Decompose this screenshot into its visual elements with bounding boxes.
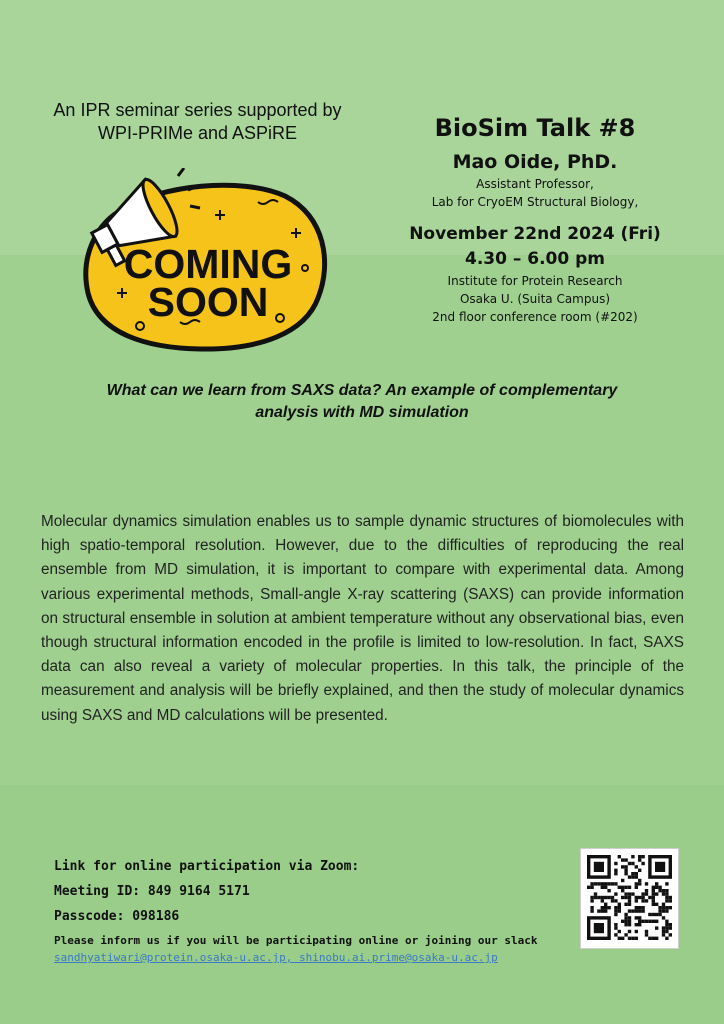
- series-header: [20, 99, 375, 145]
- zoom-label: Link for online participation via Zoom:: [54, 859, 360, 874]
- venue-line-3: 2nd floor conference room (#202): [432, 310, 638, 324]
- participation-note: Please inform us if you will be participating online or joining our slack: [54, 934, 538, 947]
- coming-soon-illustration: [80, 168, 330, 358]
- series-line-2: WPI-PRIMe and ASPiRE: [97, 123, 298, 143]
- talk-info: [380, 112, 690, 326]
- qr-code[interactable]: [580, 848, 679, 949]
- subject-line-2: analysis with MD simulation: [255, 404, 469, 421]
- talk-title: BioSim Talk #8: [434, 114, 636, 142]
- speaker-position: Assistant Professor,: [476, 177, 594, 191]
- subject-line-1: What can we learn from SAXS data? An example of complementary: [106, 382, 618, 399]
- meeting-id: Meeting ID: 849 9164 5171: [54, 884, 250, 899]
- talk-time: 4.30 – 6.00 pm: [464, 249, 606, 269]
- soon-text: SOON: [147, 279, 269, 325]
- email-link-1[interactable]: sandhyatiwari@protein.osaka-u.ac.jp: [54, 951, 286, 964]
- abstract-text: Molecular dynamics simulation enables us to sample dynamic structures of biomolecules with high spatio-temporal resolution. However, due to the difficulties of reproducing the real ensemble from MD simulation, it is important to compare with experimental data. Among various experimental methods, Small-angle X-ray scattering (SAXS) can provide information on structural ensemble in solution at ambient temperature without any observational bias, even though structural information encoded in the profile is limited to low-resolution. In fact, SAXS data can also reveal a variety of molecular properties. In this talk, the principle of the measurement and analysis will be briefly explained, and then the study of molecular dynamics using SAXS and MD calculations will be presented.: [41, 513, 684, 724]
- email-separator: ,: [285, 951, 293, 964]
- talk-subject: [40, 380, 684, 424]
- qr-code-image: [581, 849, 678, 948]
- coming-text: COMING: [123, 241, 293, 287]
- speaker-name: Mao Oide, PhD.: [452, 151, 618, 173]
- talk-date: November 22nd 2024 (Fri): [409, 224, 661, 244]
- email-link-2[interactable]: shinobu.ai.prime@osaka-u.ac.jp: [299, 951, 498, 964]
- coming-soon-badge: [80, 168, 330, 358]
- venue-line-1: Institute for Protein Research: [447, 274, 623, 288]
- venue-line-2: Osaka U. (Suita Campus): [459, 292, 611, 306]
- online-participation-info: [54, 854, 564, 965]
- series-line-1: An IPR seminar series supported by: [53, 100, 342, 120]
- passcode: Passcode: 098186: [54, 909, 180, 924]
- contact-emails: [54, 950, 564, 965]
- speaker-lab: Lab for CryoEM Structural Biology,: [431, 195, 639, 209]
